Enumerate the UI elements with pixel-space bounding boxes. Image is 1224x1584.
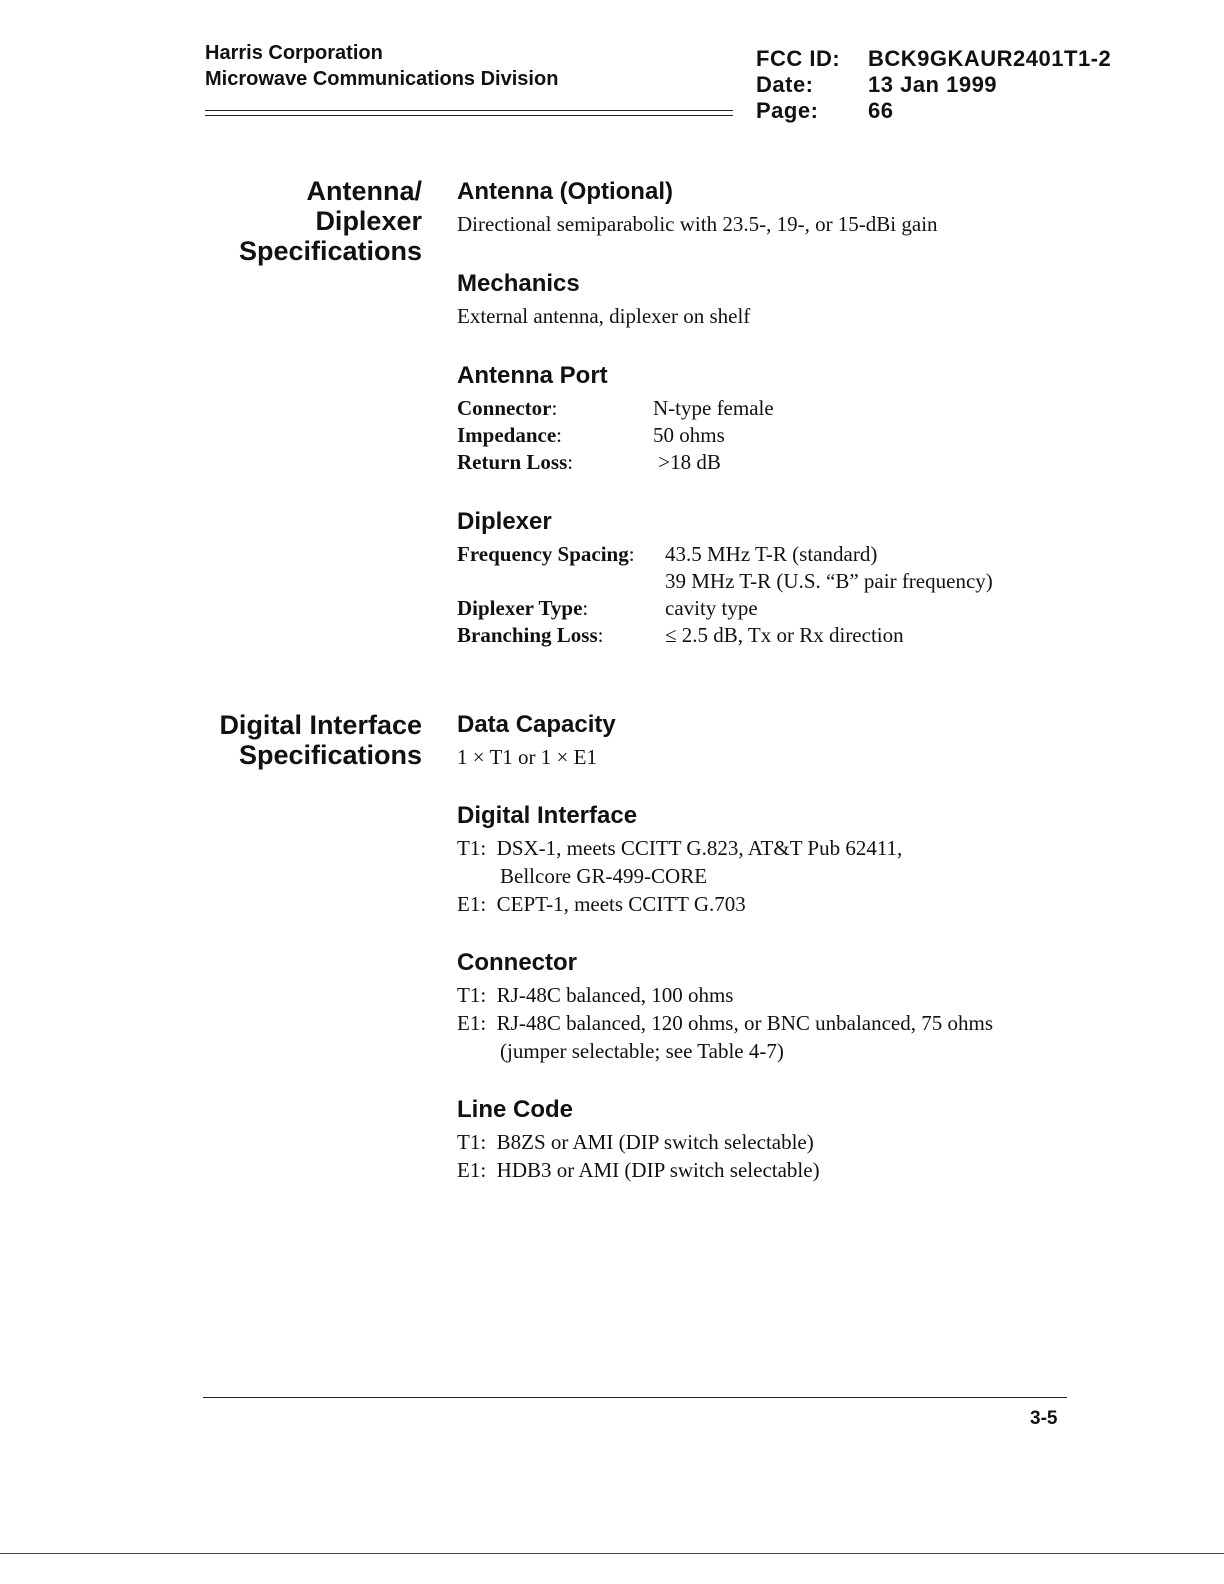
- port-row-value: N-type female: [653, 396, 774, 420]
- antenna-port-heading: Antenna Port: [457, 362, 608, 389]
- antenna-section-label: [202, 176, 422, 266]
- data-capacity-text: 1 × T1 or 1 × E1: [457, 745, 597, 769]
- port-row: [457, 395, 774, 422]
- diplexer-row-value: 39 MHz T-R (U.S. “B” pair frequency): [665, 569, 993, 593]
- fcc-id-row: [756, 46, 1111, 72]
- diplexer-row: [457, 568, 993, 595]
- line-code-heading: Line Code: [457, 1096, 574, 1123]
- header-rule: [205, 110, 733, 111]
- antenna-heading: Antenna (Optional): [457, 178, 673, 205]
- division-name: Microwave Communications Division: [205, 68, 559, 90]
- diplexer-row: [457, 622, 993, 649]
- antenna-label-line1: Antenna/: [306, 176, 422, 206]
- diplexer-row-key: Branching Loss:: [457, 623, 604, 647]
- data-capacity-heading: Data Capacity: [457, 711, 616, 738]
- line-code-list: [457, 1128, 820, 1184]
- page-number: 3-5: [1030, 1408, 1058, 1429]
- page-row: [756, 98, 1111, 124]
- diplexer-row-key: Diplexer Type:: [457, 596, 589, 620]
- antenna-text: Directional semiparabolic with 23.5-, 19-, or 15-dBi gain: [457, 212, 938, 236]
- date-label: Date:: [756, 72, 814, 97]
- diplexer-row-key: [457, 568, 665, 595]
- antenna-label-line3: Specifications: [238, 236, 422, 266]
- diplexer-heading: Diplexer: [457, 508, 552, 535]
- company-header: [205, 40, 558, 92]
- date-value: 13 Jan 1999: [868, 72, 998, 97]
- digital-interface-heading: Digital Interface: [457, 802, 638, 829]
- list-item: E1: HDB3 or AMI (DIP switch selectable): [457, 1158, 820, 1182]
- digital-label-line2: Specifications: [238, 740, 422, 770]
- list-item: E1: RJ-48C balanced, 120 ohms, or BNC unbalanced, 75 ohms: [457, 1011, 994, 1035]
- port-row-value: 50 ohms: [653, 423, 725, 447]
- diplexer-table: [457, 541, 993, 649]
- mechanics-text: External antenna, diplexer on shelf: [457, 304, 751, 328]
- page-label: Page:: [756, 98, 819, 123]
- list-item: T1: RJ-48C balanced, 100 ohms: [457, 983, 734, 1007]
- port-row-value: >18 dB: [653, 450, 721, 474]
- port-row-key: Connector:: [457, 396, 558, 420]
- fcc-id-label: FCC ID:: [756, 46, 841, 71]
- port-row: [457, 449, 774, 476]
- date-row: [756, 72, 1111, 98]
- scan-edge-line: [0, 1553, 1224, 1554]
- header-rule-second: [205, 115, 733, 116]
- diplexer-row-key: Frequency Spacing:: [457, 542, 635, 566]
- mechanics-heading: Mechanics: [457, 270, 580, 297]
- diplexer-row-value: ≤ 2.5 dB, Tx or Rx direction: [665, 623, 904, 647]
- digital-section-label: [202, 710, 422, 770]
- port-row-key: Impedance:: [457, 423, 563, 447]
- list-item: (jumper selectable; see Table 4-7): [500, 1039, 784, 1063]
- list-item: E1: CEPT-1, meets CCITT G.703: [457, 892, 746, 916]
- digital-interface-list: [457, 834, 902, 918]
- diplexer-row-value: 43.5 MHz T-R (standard): [665, 542, 878, 566]
- list-item: Bellcore GR-499-CORE: [500, 864, 708, 888]
- fcc-id-value: BCK9GKAUR2401T1-2: [868, 46, 1112, 71]
- port-row-key: Return Loss:: [457, 450, 574, 474]
- company-name: Harris Corporation: [205, 42, 383, 64]
- diplexer-row-value: cavity type: [665, 596, 758, 620]
- page-value: 66: [868, 98, 894, 123]
- antenna-port-table: [457, 395, 774, 476]
- diplexer-row: [457, 595, 993, 622]
- port-row: [457, 422, 774, 449]
- diplexer-row: [457, 541, 993, 568]
- list-item: T1: B8ZS or AMI (DIP switch selectable): [457, 1130, 814, 1154]
- footer-rule: [203, 1397, 1067, 1398]
- antenna-label-line2: Diplexer: [315, 206, 422, 236]
- list-item: T1: DSX-1, meets CCITT G.823, AT&T Pub 62411,: [457, 836, 903, 860]
- connector-heading: Connector: [457, 949, 577, 976]
- digital-label-line1: Digital Interface: [219, 710, 422, 740]
- fcc-block: [756, 46, 1111, 124]
- connector-list: [457, 981, 993, 1065]
